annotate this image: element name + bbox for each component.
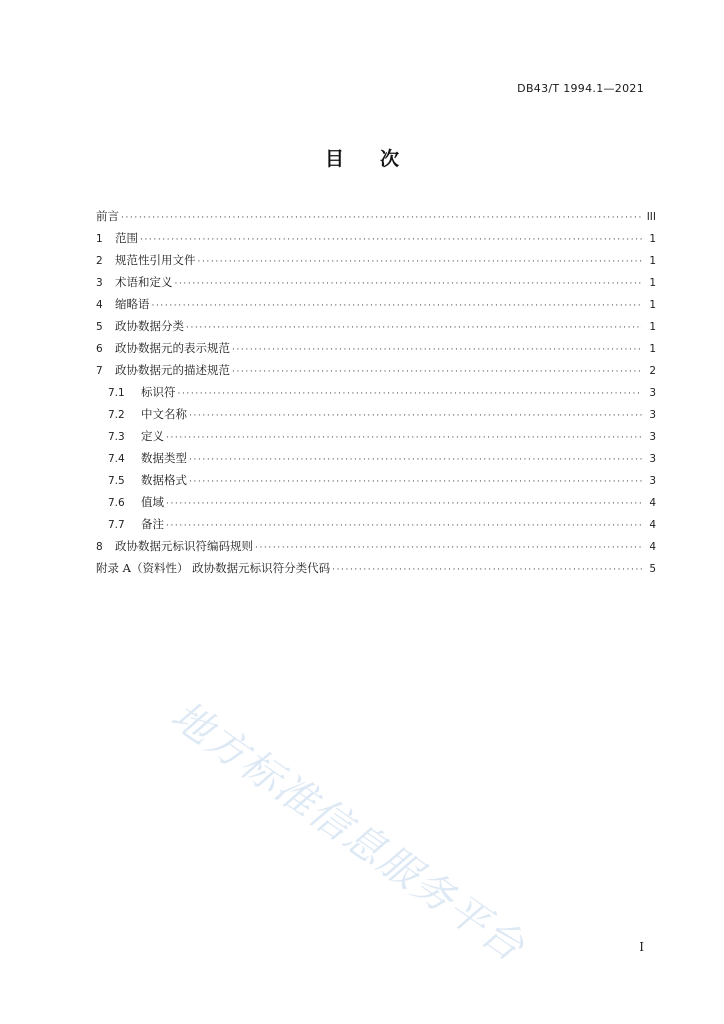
toc-entry-page: 3	[649, 475, 656, 487]
toc-leader-dots	[232, 339, 642, 361]
toc-entry-number: 6	[96, 343, 103, 355]
page-number: I	[639, 940, 644, 954]
toc-leader-dots	[189, 405, 642, 427]
toc-entry-page: 5	[649, 563, 656, 575]
toc-entry-number: 2	[96, 255, 103, 267]
toc-leader-dots	[140, 229, 642, 251]
toc-entry-title: 政协数据元标识符编码规则	[115, 539, 253, 553]
toc-leader-dots	[255, 537, 642, 559]
toc-entry-number: 7.7	[108, 519, 125, 531]
toc-entry-title: 中文名称	[141, 407, 187, 421]
toc-leader-dots	[186, 317, 642, 339]
toc-entry-page: 1	[649, 321, 656, 333]
toc-entry-page: 3	[649, 431, 656, 443]
toc-entry-number: 7.4	[108, 453, 125, 465]
watermark: 地方标准信息服务平台	[162, 692, 534, 972]
toc-entry-page: III	[646, 211, 656, 223]
toc-entry-page: 1	[649, 277, 656, 289]
toc-entry[interactable]	[96, 447, 656, 469]
toc-entry-title: 术语和定义	[115, 275, 173, 289]
toc-leader-dots	[152, 295, 643, 317]
toc-entry-number: 8	[96, 541, 103, 553]
toc-entry[interactable]	[96, 425, 656, 447]
toc-entry-page: 4	[649, 519, 656, 531]
toc-entry-page: 3	[649, 387, 656, 399]
toc-entry-page: 3	[649, 409, 656, 421]
toc-entry-number: 4	[96, 299, 103, 311]
toc-entry[interactable]	[96, 271, 656, 293]
toc-entry[interactable]	[96, 381, 656, 403]
toc-entry[interactable]	[96, 403, 656, 425]
toc-entry-number: 7.6	[108, 497, 125, 509]
toc-entry-title: 附录 A（资料性） 政协数据元标识符分类代码	[96, 561, 331, 575]
toc-entry-title: 政协数据元的表示规范	[115, 341, 230, 355]
toc-entry-page: 4	[649, 497, 656, 509]
toc-entry[interactable]	[96, 249, 656, 271]
toc-entry-number: 7.5	[108, 475, 125, 487]
toc-entry-number: 1	[96, 233, 103, 245]
toc-entry-title: 政协数据元的描述规范	[115, 363, 230, 377]
toc-entry-number: 7	[96, 365, 103, 377]
toc-leader-dots	[175, 273, 643, 295]
toc-entry-page: 1	[649, 299, 656, 311]
page-title-part1: 目	[324, 148, 344, 170]
toc-entry-title: 标识符	[141, 385, 176, 399]
toc-leader-dots	[121, 207, 642, 229]
toc-entry[interactable]	[96, 227, 656, 249]
toc-entry-title: 定义	[141, 429, 164, 443]
toc-entry[interactable]	[96, 557, 656, 579]
toc-entry-page: 3	[649, 453, 656, 465]
toc-entry-page: 1	[649, 255, 656, 267]
toc-entry-title: 规范性引用文件	[115, 253, 196, 267]
toc-entry-title: 数据格式	[141, 473, 187, 487]
document-code: DB43/T 1994.1—2021	[517, 82, 644, 95]
page-title	[0, 144, 724, 171]
toc-entry-title: 前言	[96, 209, 119, 223]
toc-entry-page: 1	[649, 343, 656, 355]
toc-entry-title: 备注	[141, 517, 164, 531]
toc-entry[interactable]	[96, 293, 656, 315]
toc-leader-dots	[232, 361, 642, 383]
toc-entry-title: 政协数据分类	[115, 319, 184, 333]
toc-leader-dots	[166, 493, 642, 515]
toc-leader-dots	[189, 471, 642, 493]
toc-entry[interactable]	[96, 337, 656, 359]
toc-entry[interactable]	[96, 469, 656, 491]
toc-entry[interactable]	[96, 205, 656, 227]
toc-entry[interactable]	[96, 513, 656, 535]
toc-entry-number: 7.3	[108, 431, 125, 443]
toc-entry-title: 范围	[115, 231, 138, 245]
page-title-part2: 次	[380, 148, 400, 170]
toc-entry-page: 1	[649, 233, 656, 245]
table-of-contents	[96, 205, 656, 579]
toc-leader-dots	[178, 383, 643, 405]
toc-entry-page: 4	[649, 541, 656, 553]
toc-entry-title: 缩略语	[115, 297, 150, 311]
toc-entry-number: 3	[96, 277, 103, 289]
toc-leader-dots	[189, 449, 642, 471]
toc-leader-dots	[166, 515, 642, 537]
toc-entry[interactable]	[96, 535, 656, 557]
toc-entry-number: 7.2	[108, 409, 125, 421]
toc-entry-title: 数据类型	[141, 451, 187, 465]
toc-entry-number: 5	[96, 321, 103, 333]
toc-leader-dots	[198, 251, 643, 273]
toc-entry[interactable]	[96, 315, 656, 337]
toc-entry[interactable]	[96, 359, 656, 381]
toc-leader-dots	[166, 427, 642, 449]
toc-entry[interactable]	[96, 491, 656, 513]
toc-leader-dots	[332, 559, 642, 581]
toc-entry-number: 7.1	[108, 387, 125, 399]
toc-entry-page: 2	[649, 365, 656, 377]
toc-entry-title: 值域	[141, 495, 164, 509]
